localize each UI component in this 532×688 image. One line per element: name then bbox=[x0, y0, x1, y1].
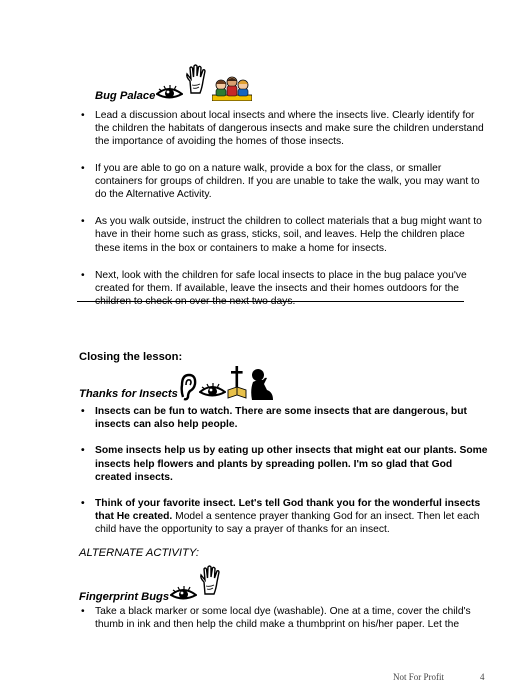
alternate-activity-title: ALTERNATE ACTIVITY: bbox=[79, 547, 199, 559]
closing-title: Closing the lesson: bbox=[79, 351, 183, 363]
bug-palace-title: Bug Palace bbox=[95, 90, 156, 102]
ear-icon bbox=[179, 373, 197, 401]
list-item: • Lead a discussion about local insects and where the insects live. Clearly identify for the children the habitats of dangerous insects and make sure the children understand the importance of avoiding the homes of those insects. bbox=[79, 109, 489, 149]
fingerprint-heading-row bbox=[79, 565, 223, 601]
list-item bbox=[79, 497, 489, 537]
list-item: • Take a black marker or some local dye (washable). One at a time, cover the child's thumb in ink and then help the child make a thumbprint on his/her paper. Let the bbox=[79, 605, 489, 631]
fingerprint-title: Fingerprint Bugs bbox=[79, 591, 170, 603]
thanks-heading-row bbox=[79, 366, 275, 398]
praying-child-icon bbox=[249, 368, 275, 400]
bug-palace-heading-row bbox=[95, 64, 252, 100]
eye-icon bbox=[199, 383, 226, 399]
fingerprint-list bbox=[79, 605, 489, 631]
thanks-item3-bold: Think of your favorite insect. Let's tell God thank you for the wonderful insects that He created. bbox=[95, 498, 481, 523]
list-item: • If you are able to go on a nature walk, provide a box for the class, or smaller containers for groups of children. If you are unable to take the walk, you may want to do the Alternative Activity. bbox=[79, 162, 489, 202]
bug-palace-list bbox=[79, 109, 489, 308]
eye-icon bbox=[170, 586, 197, 602]
eye-icon bbox=[156, 85, 183, 101]
bible-cross-icon bbox=[227, 366, 247, 400]
list-item: • Next, look with the children for safe local insects to place in the bug palace you've created for them. If available, leave the insects and their homes outdoors for the children to check on over the next two days. bbox=[79, 269, 489, 309]
thanks-list bbox=[79, 405, 489, 537]
section-divider bbox=[77, 301, 464, 302]
footer-label: Not For Profit bbox=[393, 672, 445, 682]
page-number: 4 bbox=[480, 672, 485, 682]
hand-icon bbox=[185, 64, 209, 94]
hand-icon bbox=[199, 565, 223, 595]
list-item: • Some insects help us by eating up other insects that might eat our plants. Some insects help flowers and plants by spreading pollen. I'm so glad that God created insects. bbox=[79, 444, 489, 484]
children-group-icon bbox=[212, 75, 252, 101]
thanks-title: Thanks for Insects bbox=[79, 388, 178, 400]
thanks-item3-rest: Model a sentence prayer thanking God for an insect. Then let each child have the opportunity to say a prayer of thanks for an insect. bbox=[95, 511, 480, 536]
list-item: • As you walk outside, instruct the children to collect materials that a bug might want to have in their home such as grass, sticks, soil, and leaves. Help the children place these items in the box or containers to make a home for insects. bbox=[79, 215, 489, 255]
list-item: • Insects can be fun to watch. There are some insects that are dangerous, but insects can also help people. bbox=[79, 405, 489, 431]
